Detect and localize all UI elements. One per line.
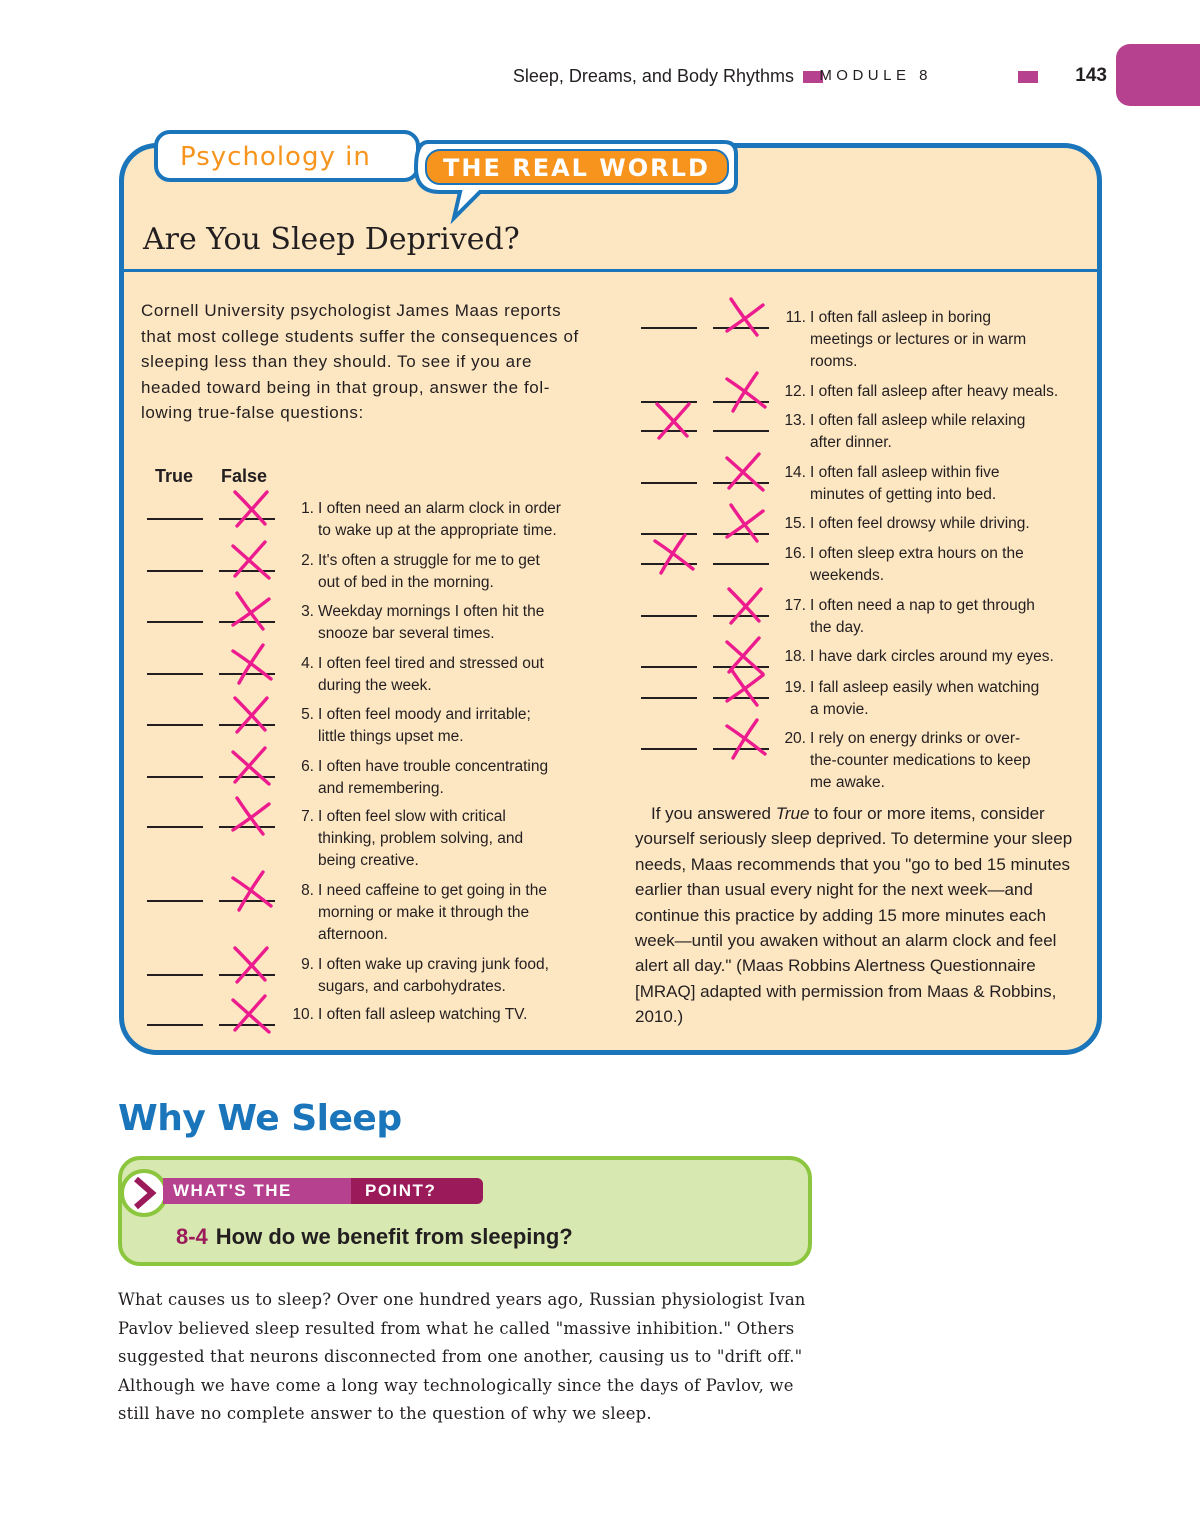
quiz-item-number: 3.	[301, 603, 314, 620]
false-answer-blank[interactable]	[713, 430, 769, 432]
banner-part1: Psychology in	[180, 142, 371, 172]
x-mark-icon	[227, 992, 277, 1036]
quiz-item-line: It's often a struggle for me to get	[318, 552, 540, 569]
true-answer-blank[interactable]	[641, 482, 697, 484]
quiz-item-text	[810, 595, 1035, 639]
body-paragraph: What causes us to sleep? Over one hundred years ago, Russian physiologist Ivan Pavlov believed sleep resulted from what he called "massive inhibition." Others suggested that neurons disconnected from one another, causing us to "drift off." Although we have come a long way technologically since the days of Pavlov, we still have no complete answer to the question of why we sleep.	[118, 1290, 806, 1423]
quiz-item-number: 18.	[784, 648, 806, 665]
quiz-item-line: and remembering.	[318, 780, 444, 797]
quiz-item-line: I often feel moody and irritable;	[318, 706, 531, 723]
quiz-item-number: 17.	[784, 597, 806, 614]
quiz-item-line: I often fall asleep in boring	[810, 309, 991, 326]
quiz-item-text	[810, 513, 1030, 535]
true-answer-blank[interactable]	[641, 615, 697, 617]
quiz-item-number: 7.	[301, 808, 314, 825]
quiz-item-text	[318, 1004, 527, 1026]
whats-the-point-label: WHAT'S THE	[163, 1178, 351, 1204]
whats-the-point-question	[176, 1224, 573, 1250]
quiz-item-text	[810, 728, 1031, 794]
quiz-item-line: minutes of getting into bed.	[810, 486, 997, 503]
quiz-item-line: the day.	[810, 619, 865, 636]
x-mark-icon	[227, 486, 277, 530]
banner-part2: THE REAL WORLD	[443, 154, 710, 182]
true-answer-blank[interactable]	[641, 697, 697, 699]
quiz-item-line: I often fall asleep while relaxing	[810, 412, 1026, 429]
quiz-item-line: I need caffeine to get going in the	[318, 882, 547, 899]
quiz-item-line: a movie.	[810, 701, 869, 718]
x-mark-icon	[227, 868, 277, 912]
quiz-item-number: 4.	[301, 655, 314, 672]
true-answer-blank[interactable]	[147, 570, 203, 572]
quiz-item-line: little things upset me.	[318, 728, 464, 745]
true-answer-blank[interactable]	[147, 900, 203, 902]
quiz-item-text	[318, 756, 548, 800]
quiz-item-line: I often wake up craving junk food,	[318, 956, 549, 973]
quiz-item-line: I often feel slow with critical	[318, 808, 506, 825]
quiz-item-line: to wake up at the appropriate time.	[318, 522, 557, 539]
quiz-item-line: after dinner.	[810, 434, 892, 451]
quiz-item-number: 8.	[301, 882, 314, 899]
quiz-item-line: morning or make it through the	[318, 904, 530, 921]
true-answer-blank[interactable]	[147, 826, 203, 828]
running-head-module: MODULE 8	[819, 67, 932, 84]
quiz-item-line: I often fall asleep watching TV.	[318, 1006, 528, 1023]
quiz-item-line: during the week.	[318, 677, 432, 694]
true-answer-blank[interactable]	[641, 748, 697, 750]
x-mark-icon	[721, 716, 771, 760]
true-answer-blank[interactable]	[147, 1024, 203, 1026]
x-mark-icon	[227, 538, 277, 582]
quiz-item-text	[318, 653, 544, 697]
box-divider	[124, 269, 1097, 272]
x-mark-icon	[227, 744, 277, 788]
page-edge-tab	[1116, 44, 1200, 106]
quiz-item-line: afternoon.	[318, 926, 388, 943]
true-answer-blank[interactable]	[147, 621, 203, 623]
x-mark-icon	[649, 398, 699, 442]
true-answer-blank[interactable]	[147, 673, 203, 675]
false-answer-blank[interactable]	[713, 563, 769, 565]
quiz-item-line: out of bed in the morning.	[318, 574, 494, 591]
quiz-item-text	[318, 550, 540, 594]
quiz-item-line: I often feel drowsy while driving.	[810, 515, 1030, 532]
box-outro	[635, 801, 1085, 1030]
banner	[150, 126, 750, 226]
x-mark-icon	[721, 295, 771, 339]
x-mark-icon	[227, 692, 277, 736]
quiz-item-line: sugars, and carbohydrates.	[318, 978, 506, 995]
quiz-item-text	[810, 381, 1058, 403]
quiz-item-text	[810, 677, 1039, 721]
quiz-item-line: I often feel tired and stressed out	[318, 655, 544, 672]
x-mark-icon	[649, 531, 699, 575]
column-head-true: True	[155, 466, 194, 486]
outro-pre: If you answered	[651, 804, 776, 823]
page-number: 143	[1075, 65, 1107, 86]
quiz-item-line: I often need a nap to get through	[810, 597, 1035, 614]
quiz-item-line: me awake.	[810, 774, 885, 791]
true-answer-blank[interactable]	[641, 327, 697, 329]
chevron-right-icon	[118, 1166, 168, 1220]
true-answer-blank[interactable]	[147, 518, 203, 520]
quiz-item-text	[810, 462, 1000, 506]
box-intro: Cornell University psychologist James Maas reports that most college students suffer the consequences of sleeping less than they should. To see if you are headed toward being in that group, answer the fol-lowing true-false questions:	[141, 301, 579, 422]
quiz-item-number: 20.	[784, 730, 806, 747]
section-heading: Why We Sleep	[118, 1098, 402, 1139]
quiz-item-line: I often need an alarm clock in order	[318, 500, 561, 517]
true-answer-blank[interactable]	[147, 724, 203, 726]
box-title: Are You Sleep Deprived?	[143, 222, 520, 257]
quiz-item-text	[318, 954, 549, 998]
quiz-item-number: 6.	[301, 758, 314, 775]
column-head-false: False	[221, 466, 268, 486]
x-mark-icon	[721, 501, 771, 545]
x-mark-icon	[227, 794, 277, 838]
quiz-item-text	[810, 410, 1025, 454]
true-answer-blank[interactable]	[147, 974, 203, 976]
true-answer-blank[interactable]	[147, 776, 203, 778]
quiz-item-number: 11.	[785, 309, 806, 326]
running-head-bar	[1018, 71, 1038, 83]
quiz-item-number: 9.	[301, 956, 314, 973]
x-mark-icon	[227, 589, 277, 633]
x-mark-icon	[721, 450, 771, 494]
quiz-item-number: 16.	[784, 545, 806, 562]
quiz-item-number: 14.	[784, 464, 806, 481]
quiz-item-line: weekends.	[810, 567, 885, 584]
running-head-title: Sleep, Dreams, and Body Rhythms	[512, 66, 794, 86]
quiz-item-line: rooms.	[810, 353, 858, 370]
quiz-item-number: 10.	[292, 1006, 314, 1023]
outro-post: to four or more items, consider yourself seriously sleep deprived. To determine your sleep needs, Maas recommends that you "go to bed 15 minutes earlier than usual every night for the next week—and continue this practice by adding 15 more minutes each week—until you awaken without an alarm clock and feel alert all day." (Maas Robbins Alertness Questionnaire [MRAQ] adapted with permission from Maas & Robbins, 2010.)	[635, 804, 1073, 1027]
quiz-item-text	[810, 543, 1024, 587]
quiz-item-text	[318, 601, 544, 645]
quiz-item-number: 1.	[301, 500, 314, 517]
quiz-item-number: 13.	[784, 412, 806, 429]
quiz-item-line: I often fall asleep within five	[810, 464, 1000, 481]
quiz-item-line: I often sleep extra hours on the	[810, 545, 1024, 562]
whats-the-point-label-point: POINT?	[351, 1178, 483, 1204]
quiz-item-line: the-counter medications to keep	[810, 752, 1031, 769]
quiz-item-text	[318, 806, 523, 872]
x-mark-icon	[721, 665, 771, 709]
quiz-item-text	[810, 307, 1026, 373]
quiz-item-line: I rely on energy drinks or over-	[810, 730, 1021, 747]
quiz-item-line: I fall asleep easily when watching	[810, 679, 1040, 696]
quiz-item-text	[810, 646, 1054, 668]
true-answer-blank[interactable]	[641, 666, 697, 668]
quiz-item-line: being creative.	[318, 852, 419, 869]
quiz-item-number: 12.	[784, 383, 806, 400]
x-mark-icon	[227, 942, 277, 986]
question-text: How do we benefit from sleeping?	[215, 1224, 573, 1249]
quiz-item-line: I have dark circles around my eyes.	[810, 648, 1054, 665]
quiz-item-text	[318, 704, 531, 748]
x-mark-icon	[721, 369, 771, 413]
x-mark-icon	[227, 641, 277, 685]
quiz-item-line: snooze bar several times.	[318, 625, 495, 642]
quiz-item-number: 15.	[784, 515, 806, 532]
x-mark-icon	[721, 583, 771, 627]
quiz-item-line: I often have trouble concentrating	[318, 758, 549, 775]
quiz-item-line: thinking, problem solving, and	[318, 830, 524, 847]
quiz-item-line: I often fall asleep after heavy meals.	[810, 383, 1059, 400]
quiz-item-number: 19.	[784, 679, 806, 696]
quiz-item-number: 5.	[301, 706, 314, 723]
quiz-item-number: 2.	[301, 552, 314, 569]
question-number: 8-4	[176, 1224, 208, 1249]
quiz-item-line: Weekday mornings I often hit the	[318, 603, 545, 620]
running-head	[0, 62, 1110, 92]
outro-emphasis: True	[775, 804, 810, 823]
quiz-item-text	[318, 880, 547, 946]
quiz-item-line: meetings or lectures or in warm	[810, 331, 1027, 348]
quiz-item-text	[318, 498, 561, 542]
